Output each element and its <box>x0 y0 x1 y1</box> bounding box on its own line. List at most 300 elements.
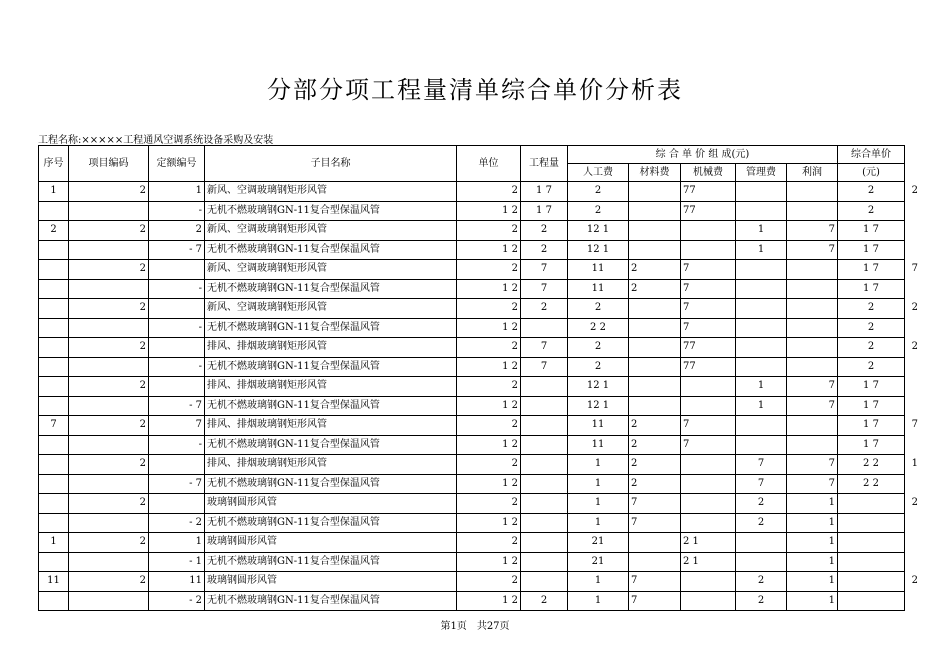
cell-profit: 1 <box>787 494 838 514</box>
cell-extra: 7 <box>911 263 918 275</box>
cell-unit: 1 2 <box>457 318 521 338</box>
cell-unit: 2 <box>457 377 521 397</box>
cell-mgmt <box>736 533 787 553</box>
header-code: 项目编码 <box>69 146 149 182</box>
header-labor: 人工费 <box>568 164 629 182</box>
cell-qty <box>521 552 568 572</box>
cell-labor: 21 <box>568 552 629 572</box>
cell-extra: 2 <box>911 302 918 314</box>
cell-qty <box>521 377 568 397</box>
cell-seq: 7 <box>39 416 69 436</box>
cell-extra <box>905 357 921 377</box>
cell-extra <box>905 279 921 299</box>
cell-code: 2 <box>69 377 149 397</box>
cell-profit <box>787 357 838 377</box>
cell-extra <box>905 513 921 533</box>
cell-item: 无机不燃玻璃钢GN-11复合型保温风管 <box>205 435 457 455</box>
cell-qty <box>521 494 568 514</box>
table-row <box>39 357 921 377</box>
cell-quota: - 1 <box>149 552 205 572</box>
cell-quota <box>149 338 205 358</box>
cell-extra <box>905 435 921 455</box>
cell-machine: 7 <box>681 435 736 455</box>
cell-item: 新风、空调玻璃钢矩形风管 <box>205 299 457 319</box>
table-row <box>39 318 921 338</box>
cell-seq <box>39 494 69 514</box>
cell-item: 排风、排烟玻璃钢矩形风管 <box>205 416 457 436</box>
cell-profit: 7 <box>787 396 838 416</box>
cell-item: 排风、排烟玻璃钢矩形风管 <box>205 377 457 397</box>
cell-mgmt: 7 <box>736 455 787 475</box>
cell-machine <box>681 377 736 397</box>
cell-profit: 1 <box>787 533 838 553</box>
cell-material <box>629 396 681 416</box>
cell-unit: 2 <box>457 299 521 319</box>
cell-code: 2 <box>69 533 149 553</box>
cell-unit-price-a: 1 7 <box>838 396 905 416</box>
cell-seq <box>39 201 69 221</box>
cell-code: 2 <box>69 260 149 280</box>
cell-material: 2 <box>629 474 681 494</box>
cell-unit-price-a <box>838 533 905 553</box>
cell-mgmt: 2 <box>736 572 787 592</box>
cell-material: 2 <box>629 435 681 455</box>
cell-profit: 7 <box>787 377 838 397</box>
cell-profit: 1 <box>787 552 838 572</box>
cell-labor: 1 <box>568 455 629 475</box>
cell-code: 2 <box>69 494 149 514</box>
cell-material <box>629 182 681 202</box>
cell-unit-price-a: 1 7 <box>838 240 905 260</box>
table-row <box>39 533 921 553</box>
table-row <box>39 591 921 611</box>
cell-unit-price-a: 2 2 <box>838 474 905 494</box>
cell-mgmt <box>736 435 787 455</box>
cell-seq <box>39 513 69 533</box>
cell-item: 无机不燃玻璃钢GN-11复合型保温风管 <box>205 396 457 416</box>
table-row <box>39 494 921 514</box>
cell-machine: 77 <box>681 338 736 358</box>
cell-extra <box>905 591 921 611</box>
cell-item: 玻璃钢圆形风管 <box>205 572 457 592</box>
cell-labor: 1 <box>568 494 629 514</box>
cell-unit: 2 <box>457 416 521 436</box>
cell-item: 无机不燃玻璃钢GN-11复合型保温风管 <box>205 474 457 494</box>
cell-profit <box>787 338 838 358</box>
cell-material: 7 <box>629 572 681 592</box>
cell-qty <box>521 455 568 475</box>
header-mgmt: 管理费 <box>736 164 787 182</box>
cell-unit: 1 2 <box>457 201 521 221</box>
cell-profit: 1 <box>787 572 838 592</box>
cell-seq <box>39 260 69 280</box>
cell-extra: 7 <box>911 419 918 431</box>
cell-material <box>629 201 681 221</box>
cell-quota: 2 <box>149 221 205 241</box>
cell-unit: 2 <box>457 455 521 475</box>
cell-qty <box>521 533 568 553</box>
cell-mgmt: 1 <box>736 396 787 416</box>
cell-quota <box>149 260 205 280</box>
cell-material: 2 <box>629 455 681 475</box>
cell-mgmt: 2 <box>736 513 787 533</box>
cell-profit <box>787 182 838 202</box>
cell-labor: 2 2 <box>568 318 629 338</box>
cell-seq: 2 <box>39 221 69 241</box>
cell-machine: 7 <box>681 279 736 299</box>
cell-machine <box>681 396 736 416</box>
header-item: 子目名称 <box>205 146 457 182</box>
cell-item: 无机不燃玻璃钢GN-11复合型保温风管 <box>205 513 457 533</box>
cell-code <box>69 591 149 611</box>
cell-machine: 7 <box>681 299 736 319</box>
header-unit: 单位 <box>457 146 521 182</box>
cell-machine: 2 1 <box>681 552 736 572</box>
cell-profit <box>787 416 838 436</box>
cell-seq <box>39 299 69 319</box>
cell-code: 2 <box>69 221 149 241</box>
cell-item: 无机不燃玻璃钢GN-11复合型保温风管 <box>205 357 457 377</box>
cell-code: 2 <box>69 416 149 436</box>
cell-material <box>629 240 681 260</box>
cell-qty <box>521 416 568 436</box>
cell-code <box>69 552 149 572</box>
cell-profit: 7 <box>787 455 838 475</box>
cell-quota: - <box>149 201 205 221</box>
cell-code <box>69 240 149 260</box>
cell-qty <box>521 318 568 338</box>
cell-unit: 2 <box>457 221 521 241</box>
cell-extra <box>905 221 921 241</box>
cell-code <box>69 201 149 221</box>
project-name: 工程名称:×××××工程通风空调系统设备采购及安装 <box>38 135 274 146</box>
cell-qty <box>521 396 568 416</box>
cell-quota: - 7 <box>149 396 205 416</box>
cell-unit: 1 2 <box>457 357 521 377</box>
cell-profit <box>787 279 838 299</box>
cell-seq <box>39 552 69 572</box>
page-title: 分部分项工程量清单综合单价分析表 <box>267 76 683 104</box>
cell-unit-price-a: 1 7 <box>838 221 905 241</box>
header-profit: 利润 <box>787 164 838 182</box>
cell-quota: 1 <box>149 182 205 202</box>
header-yuan: (元) <box>838 164 905 182</box>
cell-mgmt <box>736 318 787 338</box>
cell-extra <box>905 474 921 494</box>
cell-labor: 12 1 <box>568 240 629 260</box>
cell-code <box>69 357 149 377</box>
table-row <box>39 299 921 319</box>
cell-machine <box>681 474 736 494</box>
cell-material: 2 <box>629 416 681 436</box>
cell-labor: 11 <box>568 260 629 280</box>
cell-extra <box>905 201 921 221</box>
cell-labor: 1 <box>568 591 629 611</box>
cell-machine: 77 <box>681 357 736 377</box>
table-row <box>39 182 921 202</box>
cell-labor: 11 <box>568 416 629 436</box>
cell-item: 排风、排烟玻璃钢矩形风管 <box>205 455 457 475</box>
cell-unit-price-a <box>838 513 905 533</box>
cell-labor: 2 <box>568 182 629 202</box>
cell-code <box>69 513 149 533</box>
cell-item: 无机不燃玻璃钢GN-11复合型保温风管 <box>205 318 457 338</box>
cell-machine: 77 <box>681 201 736 221</box>
analysis-table <box>38 145 921 611</box>
cell-unit: 1 2 <box>457 513 521 533</box>
cell-machine <box>681 221 736 241</box>
cell-seq <box>39 474 69 494</box>
cell-item: 无机不燃玻璃钢GN-11复合型保温风管 <box>205 279 457 299</box>
cell-quota: 11 <box>149 572 205 592</box>
cell-extra: 1 <box>911 458 918 470</box>
cell-quota <box>149 494 205 514</box>
cell-quota: 7 <box>149 416 205 436</box>
cell-unit: 1 2 <box>457 396 521 416</box>
cell-mgmt <box>736 552 787 572</box>
cell-machine <box>681 513 736 533</box>
table-row <box>39 201 921 221</box>
cell-unit: 1 2 <box>457 240 521 260</box>
cell-code <box>69 474 149 494</box>
cell-item: 无机不燃玻璃钢GN-11复合型保温风管 <box>205 591 457 611</box>
cell-profit <box>787 435 838 455</box>
cell-extra <box>905 533 921 553</box>
cell-seq: 1 <box>39 182 69 202</box>
cell-seq <box>39 377 69 397</box>
cell-mgmt: 1 <box>736 377 787 397</box>
cell-mgmt: 1 <box>736 240 787 260</box>
cell-material <box>629 533 681 553</box>
header-unit-price: 综合单价 <box>838 146 905 164</box>
cell-item: 新风、空调玻璃钢矩形风管 <box>205 260 457 280</box>
cell-unit-price-a: 1 7 <box>838 377 905 397</box>
cell-unit-price-a <box>838 552 905 572</box>
cell-seq <box>39 396 69 416</box>
cell-qty: 1 7 <box>521 182 568 202</box>
cell-item: 无机不燃玻璃钢GN-11复合型保温风管 <box>205 552 457 572</box>
cell-seq <box>39 279 69 299</box>
cell-machine: 2 1 <box>681 533 736 553</box>
cell-machine: 7 <box>681 260 736 280</box>
table-row <box>39 279 921 299</box>
cell-mgmt <box>736 182 787 202</box>
cell-material <box>629 318 681 338</box>
cell-extra <box>905 377 921 397</box>
cell-unit-price-a <box>838 591 905 611</box>
table-row <box>39 338 921 358</box>
cell-mgmt: 2 <box>736 591 787 611</box>
cell-item: 无机不燃玻璃钢GN-11复合型保温风管 <box>205 201 457 221</box>
cell-code <box>69 396 149 416</box>
cell-material: 7 <box>629 494 681 514</box>
cell-mgmt: 2 <box>736 494 787 514</box>
header-qty: 工程量 <box>521 146 568 182</box>
cell-item: 新风、空调玻璃钢矩形风管 <box>205 221 457 241</box>
table-row <box>39 474 921 494</box>
cell-extra: 2 <box>911 185 918 197</box>
cell-seq <box>39 591 69 611</box>
cell-seq <box>39 318 69 338</box>
cell-mgmt: 7 <box>736 474 787 494</box>
header-machine: 机械费 <box>681 164 736 182</box>
table-row <box>39 260 921 280</box>
cell-qty: 7 <box>521 260 568 280</box>
cell-item: 玻璃钢圆形风管 <box>205 494 457 514</box>
table-row <box>39 552 921 572</box>
cell-material <box>629 377 681 397</box>
cell-mgmt <box>736 279 787 299</box>
cell-unit: 2 <box>457 494 521 514</box>
cell-qty <box>521 435 568 455</box>
cell-seq <box>39 455 69 475</box>
cell-unit: 1 2 <box>457 552 521 572</box>
cell-quota <box>149 455 205 475</box>
table-row <box>39 221 921 241</box>
cell-labor: 21 <box>568 533 629 553</box>
cell-qty: 7 <box>521 357 568 377</box>
cell-labor: 12 1 <box>568 396 629 416</box>
cell-machine <box>681 494 736 514</box>
cell-profit: 7 <box>787 474 838 494</box>
cell-material: 7 <box>629 591 681 611</box>
cell-unit: 1 2 <box>457 435 521 455</box>
cell-extra: 2 <box>911 497 918 509</box>
cell-mgmt <box>736 338 787 358</box>
cell-unit: 1 2 <box>457 474 521 494</box>
cell-labor: 2 <box>568 338 629 358</box>
cell-material <box>629 338 681 358</box>
table-row <box>39 435 921 455</box>
cell-unit-price-a: 2 <box>838 201 905 221</box>
cell-code: 2 <box>69 182 149 202</box>
cell-profit <box>787 201 838 221</box>
header-seq: 序号 <box>39 146 69 182</box>
page-footer: 第1页 共27页 <box>440 621 510 632</box>
cell-qty: 2 <box>521 221 568 241</box>
cell-qty: 2 <box>521 299 568 319</box>
cell-material <box>629 552 681 572</box>
cell-seq: 1 <box>39 533 69 553</box>
cell-labor: 2 <box>568 201 629 221</box>
cell-labor: 1 <box>568 572 629 592</box>
cell-seq <box>39 338 69 358</box>
cell-mgmt <box>736 201 787 221</box>
cell-code <box>69 279 149 299</box>
cell-mgmt: 1 <box>736 221 787 241</box>
cell-seq <box>39 357 69 377</box>
cell-unit-price-a: 1 7 <box>838 416 905 436</box>
cell-code: 2 <box>69 572 149 592</box>
cell-material <box>629 221 681 241</box>
cell-unit-price-a: 1 7 <box>838 435 905 455</box>
cell-extra: 2 <box>911 341 918 353</box>
cell-labor: 11 <box>568 279 629 299</box>
cell-unit-price-a: 1 7 <box>838 279 905 299</box>
cell-labor: 1 <box>568 474 629 494</box>
cell-quota: - 2 <box>149 591 205 611</box>
cell-material: 2 <box>629 260 681 280</box>
cell-machine: 77 <box>681 182 736 202</box>
cell-code: 2 <box>69 455 149 475</box>
cell-qty: 2 <box>521 591 568 611</box>
cell-item: 排风、排烟玻璃钢矩形风管 <box>205 338 457 358</box>
cell-extra <box>905 396 921 416</box>
cell-unit-price-a: 2 <box>838 318 905 338</box>
cell-unit-price-a <box>838 572 905 592</box>
cell-profit <box>787 260 838 280</box>
cell-profit <box>787 299 838 319</box>
cell-qty: 7 <box>521 338 568 358</box>
table-row <box>39 377 921 397</box>
cell-qty <box>521 513 568 533</box>
cell-quota: - <box>149 279 205 299</box>
cell-mgmt <box>736 299 787 319</box>
cell-profit: 7 <box>787 240 838 260</box>
cell-quota: - 7 <box>149 474 205 494</box>
cell-labor: 2 <box>568 299 629 319</box>
table-row <box>39 572 921 592</box>
cell-machine: 7 <box>681 318 736 338</box>
cell-profit <box>787 318 838 338</box>
cell-seq <box>39 240 69 260</box>
cell-quota: - <box>149 435 205 455</box>
cell-material: 2 <box>629 279 681 299</box>
cell-item: 新风、空调玻璃钢矩形风管 <box>205 182 457 202</box>
cell-unit-price-a: 2 <box>838 299 905 319</box>
cell-mgmt <box>736 260 787 280</box>
cell-unit-price-a: 2 2 <box>838 455 905 475</box>
cell-quota <box>149 299 205 319</box>
cell-qty <box>521 572 568 592</box>
cell-qty: 1 7 <box>521 201 568 221</box>
cell-extra: 2 <box>911 575 918 587</box>
cell-unit: 2 <box>457 572 521 592</box>
cell-unit-price-a: 1 7 <box>838 260 905 280</box>
cell-code: 2 <box>69 299 149 319</box>
header-composition: 综 合 单 价 组 成(元) <box>568 146 838 164</box>
cell-machine: 7 <box>681 416 736 436</box>
cell-seq: 11 <box>39 572 69 592</box>
cell-labor: 2 <box>568 357 629 377</box>
table-row <box>39 396 921 416</box>
table-row <box>39 416 921 436</box>
cell-unit: 1 2 <box>457 591 521 611</box>
cell-labor: 12 1 <box>568 221 629 241</box>
cell-material <box>629 299 681 319</box>
cell-unit: 2 <box>457 260 521 280</box>
cell-mgmt <box>736 416 787 436</box>
header-quota: 定额编号 <box>149 146 205 182</box>
cell-labor: 11 <box>568 435 629 455</box>
cell-quota: - <box>149 318 205 338</box>
cell-qty <box>521 474 568 494</box>
cell-extra <box>905 240 921 260</box>
cell-unit-price-a: 2 <box>838 338 905 358</box>
cell-qty: 7 <box>521 279 568 299</box>
cell-labor: 1 <box>568 513 629 533</box>
cell-code <box>69 435 149 455</box>
cell-labor: 12 1 <box>568 377 629 397</box>
cell-material: 7 <box>629 513 681 533</box>
cell-unit: 1 2 <box>457 279 521 299</box>
cell-extra <box>905 318 921 338</box>
cell-quota: - <box>149 357 205 377</box>
cell-quota: - 2 <box>149 513 205 533</box>
cell-unit: 2 <box>457 338 521 358</box>
cell-machine <box>681 591 736 611</box>
cell-profit: 1 <box>787 513 838 533</box>
